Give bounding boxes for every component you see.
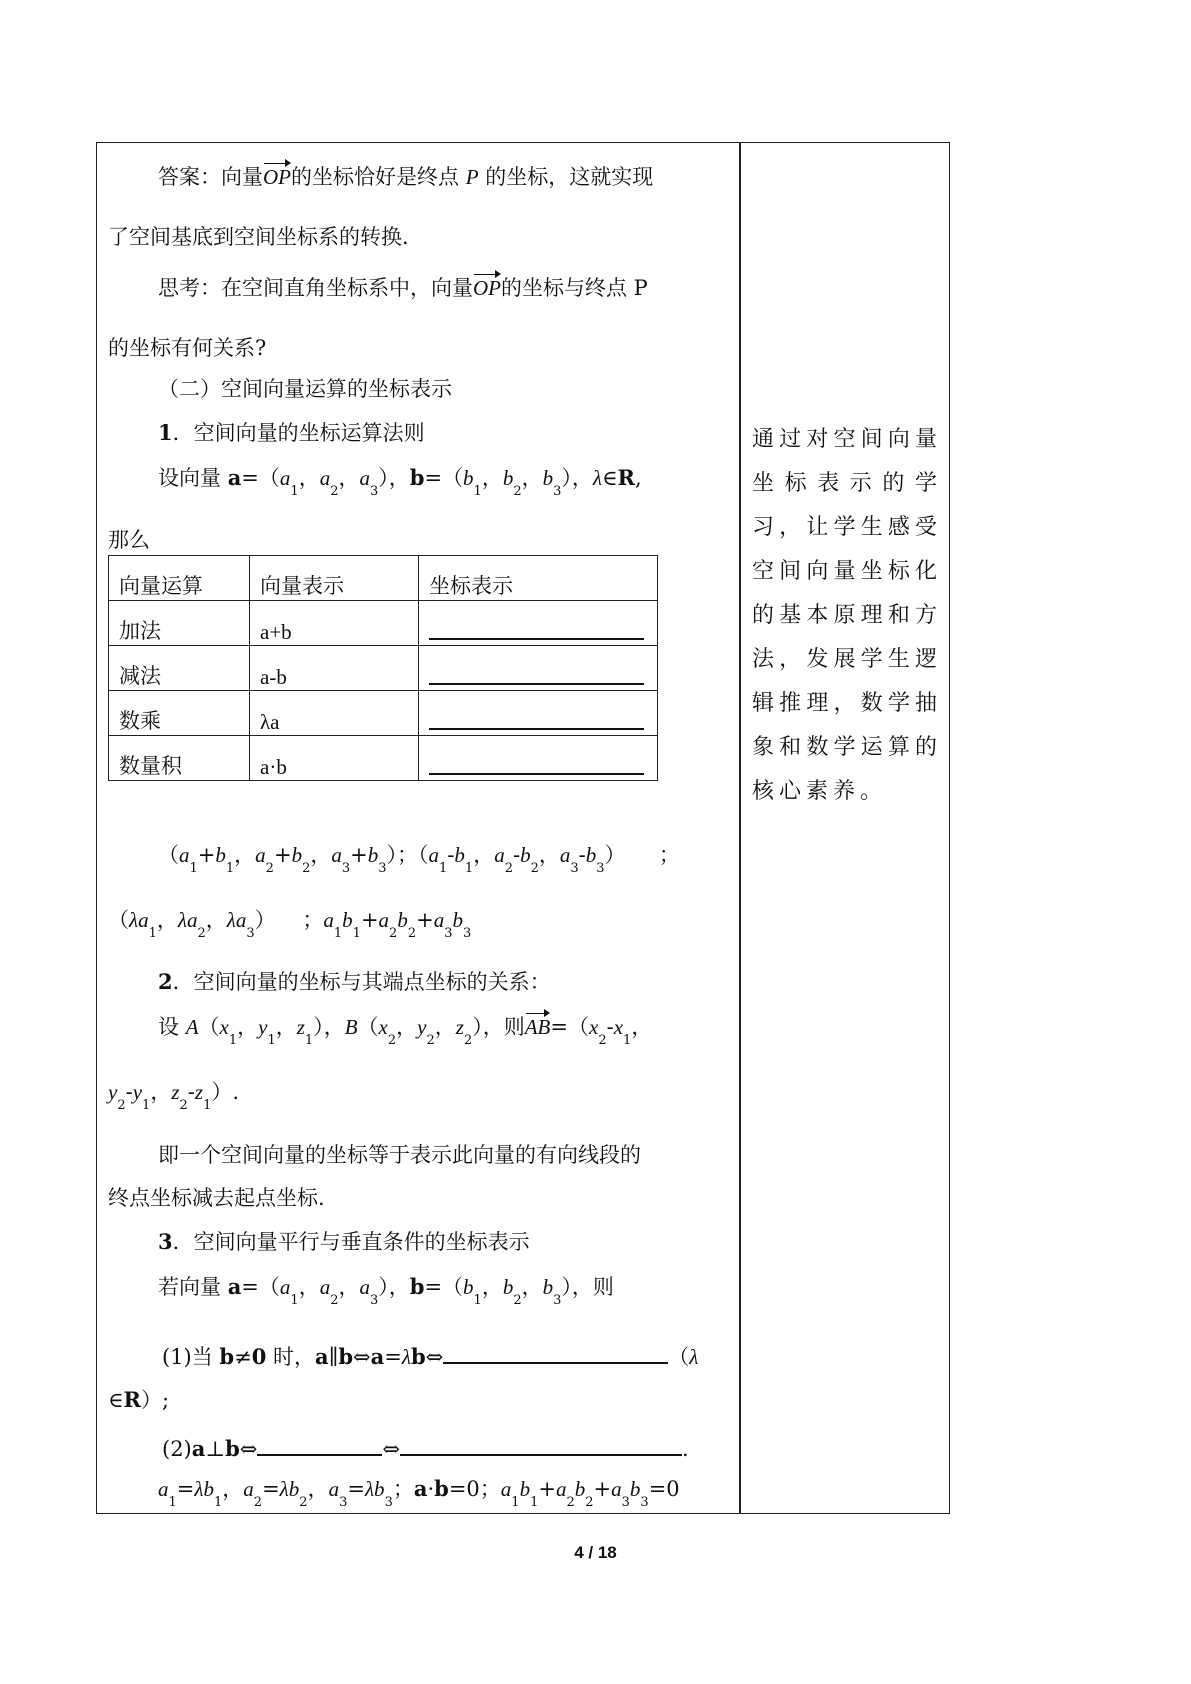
table-header: 向量表示	[250, 556, 419, 601]
table-cell-blank	[419, 691, 658, 736]
vector-ab: AB	[525, 1012, 551, 1042]
table-cell-expr: a-b	[250, 646, 419, 691]
table-header-row	[109, 556, 658, 601]
operation-table	[108, 555, 658, 781]
answer-line-1: 答案：向量OP的坐标恰好是终点 P 的坐标，这就实现	[158, 162, 653, 192]
s1-setup: 设向量 $a=(a_1$，$a_2$，$a_3$），$b=(b_1$，$b_2$，$b_3$），λ∈R,	[158, 465, 642, 499]
table-row	[109, 646, 658, 691]
think-line-2: 的坐标有何关系?	[108, 336, 267, 360]
s3-perpendicular: (2)a⊥b⇔ ⇔ .	[162, 1432, 689, 1464]
table-cell-expr: λa	[250, 691, 419, 736]
table-header: 坐标表示	[419, 556, 658, 601]
section2-title: （二）空间向量运算的坐标表示	[158, 377, 452, 401]
table-header: 向量运算	[109, 556, 250, 601]
s1-setup-tail: 那么	[108, 528, 150, 552]
table-row	[109, 736, 658, 781]
s2-heading: 2．空间向量的坐标与其端点坐标的关系：	[158, 969, 551, 994]
s2-formula-2: $y_2-y_1$，$z_2-z_1$）.	[108, 1080, 240, 1113]
s3-parallel: (1)当 b≠0 时，a∥b⇔a=λb⇔ （λ	[162, 1340, 698, 1372]
table-cell-blank	[419, 601, 658, 646]
answer-line-2: 了空间基底到空间坐标系的转换.	[108, 225, 409, 249]
s2-formula-1: 设 $A(x_1$，$y_1$，$z_1$），$B(x_2$，$y_2$，$z_2$），则$AB=(x_2-x_1$，	[158, 1012, 652, 1042]
column-divider	[739, 142, 741, 1514]
table-row	[109, 601, 658, 646]
think-line-1: 思考：在空间直角坐标系中，向量OP的坐标与终点 P	[158, 273, 648, 303]
table-row	[109, 691, 658, 736]
s3-parallel-tail: ∈R）;	[108, 1387, 170, 1412]
table-cell-op: 减法	[109, 646, 250, 691]
table-cell-expr: a+b	[250, 601, 419, 646]
table-cell-blank	[419, 736, 658, 781]
table-cell-op: 加法	[109, 601, 250, 646]
s2-explain-1: 即一个空间向量的坐标等于表示此向量的有向线段的	[158, 1143, 641, 1167]
answer-scalar-dot: （$\lambda a_1$，$\lambda a_2$，$\lambda a_3$） ；$a_1b_1+a_2b_2+a_3b_3$	[108, 908, 472, 941]
answer-add-sub: （$a_1+b_1$，$a_2+b_2$，$a_3+b_3$）；（$a_1-b_1$，$a_2-b_2$，$a_3-b_3$） ；	[158, 843, 680, 876]
s3-setup: 若向量 $a=(a_1$，$a_2$，$a_3$），$b=(b_1$，$b_2$，$b_3$），则	[158, 1274, 614, 1308]
page-number: 4 / 18	[574, 1543, 617, 1562]
s1-heading: 1．空间向量的坐标运算法则	[158, 420, 425, 445]
table-cell-expr: a·b	[250, 736, 419, 781]
table-cell-blank	[419, 646, 658, 691]
vector-op: OP	[473, 273, 501, 303]
table-cell-op: 数乘	[109, 691, 250, 736]
s3-answers: $a_1=\lambda b_1$，$a_2=\lambda b_2$，$a_3=\lambda b_3$；a·b=0；$a_1b_1+a_2b_2+a_3b_3=0$	[158, 1476, 680, 1510]
vector-op: OP	[263, 162, 291, 192]
table-cell-op: 数量积	[109, 736, 250, 781]
s3-heading: 3．空间向量平行与垂直条件的坐标表示	[158, 1229, 530, 1254]
s2-explain-2: 终点坐标减去起点坐标.	[108, 1186, 325, 1210]
teaching-intent-note: 通过对空间向量坐标表示的学习，让学生感受空间向量坐标化的基本原理和方法，发展学生逻辑推理，数学抽象和数学运算的核心素养。	[752, 427, 942, 804]
